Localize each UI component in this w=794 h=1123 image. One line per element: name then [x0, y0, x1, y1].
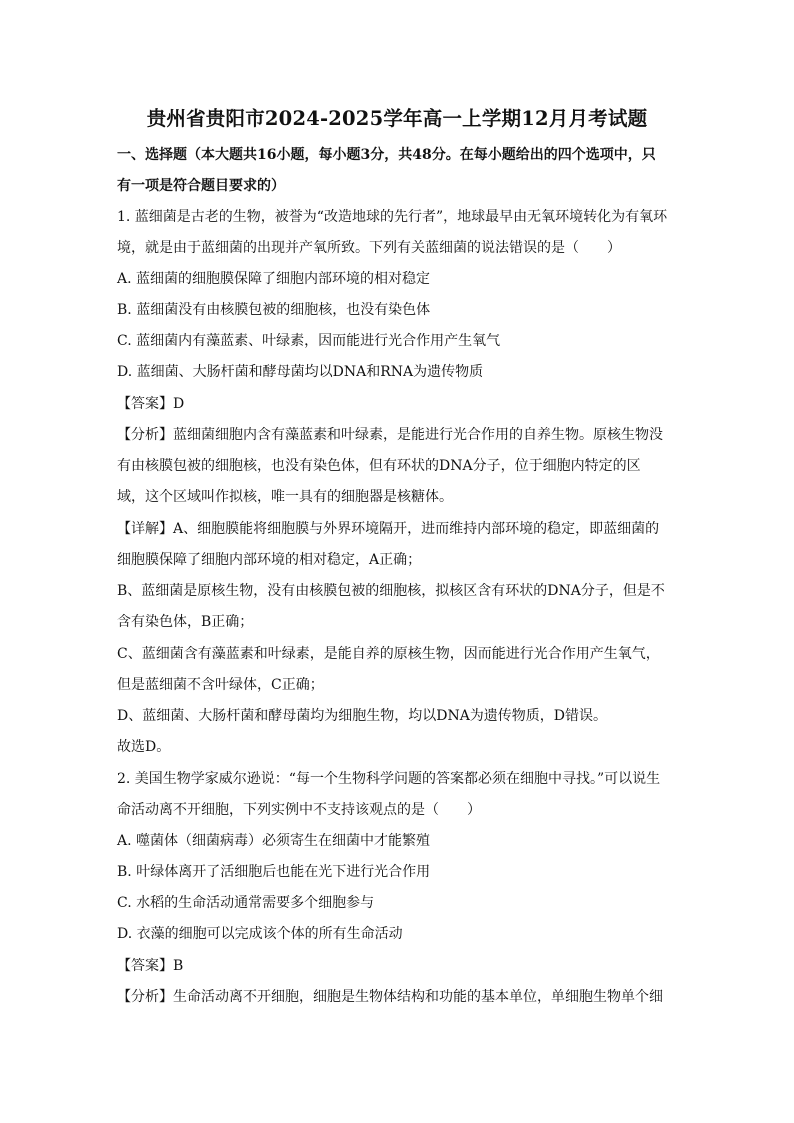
- q2-answer: 【答案】B: [117, 958, 184, 974]
- q1-detail-line-1: 【详解】A、细胞膜能将细胞膜与外界环境隔开，进而维持内部环境的稳定，即蓝细菌的: [117, 521, 660, 537]
- q2-option-d: D. 衣藻的细胞可以完成该个体的所有生命活动: [117, 926, 403, 942]
- q2-option-a: A. 噬菌体（细菌病毒）必须寄生在细菌中才能繁殖: [117, 833, 431, 849]
- q1-detail-line-2: 细胞膜保障了细胞内部环境的相对稳定，A正确；: [117, 552, 422, 568]
- q1-analysis-line-2: 有由核膜包被的细胞核，也没有染色体，但有环状的DNA分子，位于细胞内特定的区: [117, 458, 641, 474]
- section-heading-line-1: 一、选择题（本大题共16小题，每小题3分，共48分。在每小题给出的四个选项中，只: [117, 147, 656, 163]
- q1-stem-line-2: 境，就是由于蓝细菌的出现并产氧所致。下列有关蓝细菌的说法错误的是（ ）: [117, 240, 621, 256]
- q1-option-b: B. 蓝细菌没有由核膜包被的细胞核，也没有染色体: [117, 302, 431, 318]
- q1-option-a: A. 蓝细菌的细胞膜保障了细胞内部环境的相对稳定: [117, 271, 431, 287]
- q1-choose: 故选D。: [117, 739, 171, 755]
- q1-detail-line-5: C、蓝细菌含有藻蓝素和叶绿素，是能自养的原核生物，因而能进行光合作用产生氧气，: [117, 646, 660, 662]
- q1-stem-line-1: 1. 蓝细菌是古老的生物，被誉为“改造地球的先行者”，地球最早由无氧环境转化为有氧环: [117, 209, 668, 225]
- q1-detail-line-4: 含有染色体，B正确；: [117, 614, 254, 630]
- q1-answer: 【答案】D: [117, 396, 185, 412]
- q1-option-d: D. 蓝细菌、大肠杆菌和酵母菌均以DNA和RNA为遗传物质: [117, 364, 484, 380]
- q1-detail-line-7: D、蓝细菌、大肠杆菌和酵母菌均为细胞生物，均以DNA为遗传物质，D错误。: [117, 708, 608, 724]
- q2-stem-line-1: 2. 美国生物学家威尔逊说：“每一个生物科学问题的答案都必须在细胞中寻找。”可以说生: [117, 771, 661, 787]
- q1-analysis-line-1: 【分析】蓝细菌细胞内含有藻蓝素和叶绿素，是能进行光合作用的自养生物。原核生物没: [117, 427, 663, 443]
- q2-analysis-line-1: 【分析】生命活动离不开细胞，细胞是生物体结构和功能的基本单位，单细胞生物单个细: [117, 989, 663, 1005]
- section-heading-line-2: 有一项是符合题目要求的）: [117, 178, 285, 194]
- q1-analysis-line-3: 域，这个区域叫作拟核，唯一具有的细胞器是核糖体。: [117, 489, 453, 505]
- q1-detail-line-6: 但是蓝细菌不含叶绿体，C正确；: [117, 677, 324, 693]
- q2-stem-line-2: 命活动离不开细胞，下列实例中不支持该观点的是（ ）: [117, 802, 481, 818]
- q2-option-c: C. 水稻的生命活动通常需要多个细胞参与: [117, 895, 375, 911]
- q1-detail-line-3: B、蓝细菌是原核生物，没有由核膜包被的细胞核，拟核区含有环状的DNA分子，但是不: [117, 583, 665, 599]
- page-title: 贵州省贵阳市2024-2025学年高一上学期12月月考试题: [146, 107, 648, 130]
- q1-option-c: C. 蓝细菌内有藻蓝素、叶绿素，因而能进行光合作用产生氧气: [117, 333, 501, 349]
- q2-option-b: B. 叶绿体离开了活细胞后也能在光下进行光合作用: [117, 864, 431, 880]
